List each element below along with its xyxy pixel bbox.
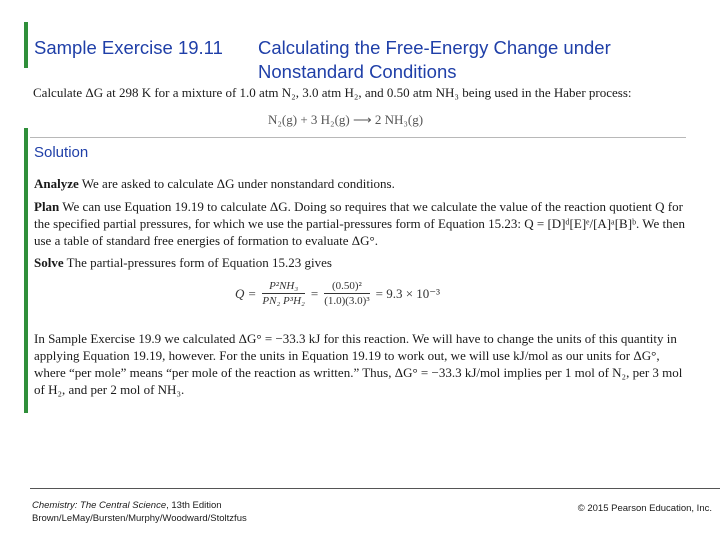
analyze-text: We are asked to calculate ΔG under nonstandard conditions. (78, 176, 395, 191)
q-denominator: PN₂ P³H₂ (262, 295, 305, 307)
footer-rule (30, 488, 720, 489)
analyze-paragraph (34, 175, 694, 192)
value-numerator: (0.50)² (331, 280, 362, 292)
analyze-label: Analyze (34, 176, 79, 191)
q-numerator: P²NH₃ (269, 280, 299, 292)
divider (30, 137, 686, 138)
accent-bar-main (24, 128, 28, 413)
equals-sign: = (310, 285, 319, 301)
title-line-1: Calculating the Free-Energy Change under (258, 37, 611, 58)
title-line-2: Nonstandard Conditions (258, 61, 457, 82)
plan-paragraph (34, 198, 694, 249)
value-denominator: (1.0)(3.0)³ (324, 295, 370, 307)
solution-heading: Solution (34, 144, 89, 161)
reaction-equation: N₂(g) + 3 H₂(g) ⟶ 2 NH₃(g) (268, 112, 424, 127)
plan-label: Plan (34, 199, 60, 214)
reaction-quotient-equation (235, 280, 440, 307)
exercise-number: Sample Exercise 19.11 (34, 37, 223, 58)
q-result: = 9.3 × 10⁻³ (375, 285, 441, 301)
solve-text: The partial-pressures form of Equation 15.23 gives (63, 255, 332, 270)
q-symbol: Q = (235, 285, 257, 301)
problem-statement: Calculate ΔG at 298 K for a mixture of 1.0 atm N₂, 3.0 atm H₂, and 0.50 atm NH₃ being used in the Haber process: (33, 85, 632, 100)
fraction-bar (262, 293, 304, 294)
book-title: Chemistry: The Central Science (32, 500, 167, 511)
copyright: © 2015 Pearson Education, Inc. (577, 503, 712, 514)
book-edition: , 13th Edition (166, 500, 222, 511)
book-authors: Brown/LeMay/Bursten/Murphy/Woodward/Stoltzfus (32, 513, 247, 524)
q-fraction (262, 280, 304, 307)
accent-bar-top (24, 22, 28, 68)
footer-citation (32, 499, 247, 525)
page-title (34, 36, 694, 84)
value-fraction (324, 280, 369, 307)
plan-text: We can use Equation 19.19 to calculate ΔG. Doing so requires that we calculate the value of the reaction quotient Q for the specified partial pressures, for which we use the partial-pressures form of Equation 15.23: Q = [D]ᵈ[E]ᵉ/[A]ᵃ[B]ᵇ. We then use a table of standard free energies of formation to evaluate ΔG°. (34, 199, 685, 248)
fraction-bar (324, 293, 369, 294)
conclusion-paragraph: In Sample Exercise 19.9 we calculated ΔG° = −33.3 kJ for this reaction. We will have to change the units of this quantity in applying Equation 19.19, however. For the units in Equation 19.19 to work out, we will use kJ/mol as our units for ΔG°, where “per mole” means “per mole of the reaction as written.” Thus, ΔG° = −33.3 kJ/mol implies per 1 mol of N₂, per 3 mol of H₂, and per 2 mol of NH₃. (34, 331, 683, 397)
solve-paragraph (34, 254, 694, 271)
solve-label: Solve (34, 255, 64, 270)
